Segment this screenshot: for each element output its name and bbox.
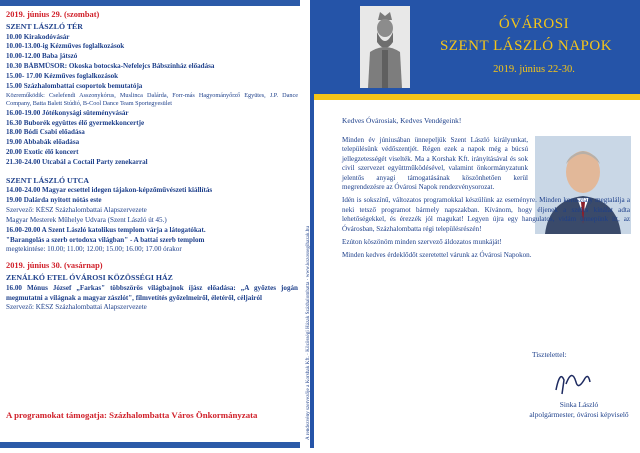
program-item: 14.00-24.00 Magyar ecsettel idegen tájakon-képzőművészeti kiállítás bbox=[6, 186, 213, 195]
sponsor-line: A programokat támogatja: Százhalombatta Város Önkormányzata bbox=[6, 410, 258, 420]
program-item: 16.30 Buborék együttes élő gyermekkoncertje bbox=[6, 118, 145, 127]
location-note: Magyar Mesterek Műhelye Udvara (Szent László út 45.) bbox=[6, 215, 167, 224]
letter-paragraph: Minden év júniusában ünnepeljük Szent László királyunkat, településünk védőszentjét. Régen ezek a napok még a búcsú jellegzetességét viselték. Ma a Korshak Kft. irányításával és sok civil szervezet együttműködésével, valamint önkormányzatunk jelentős anyagi támogatásának köszönhetően kerül megrendezésre az Óvárosi Napok rendezvénysorozat. bbox=[342, 136, 528, 192]
yellow-stripe bbox=[314, 94, 640, 100]
letter-paragraph: Idén is sokszínű, változatos programokkal készülünk az eseményre. Minden korosztály megtalálja a neki tetsző programot bármely napszakban. Kívánom, hogy éljenek a széles kínálat adta lehetőségekkel, és érezzék jól magukat! Legyen újra egy hangulatos, vidám ünnepünk itt, az Óvárosban, Százhalombatta régi településrészén! bbox=[342, 196, 630, 233]
organizer-vertical-text: A rendezvény szervezője a Korshak Kft. · Közösségi Házak Százhalombatta · www.kozossegihazak.hu bbox=[305, 226, 311, 440]
signatory-role: alpolgármester, óvárosi képviselő bbox=[529, 410, 629, 419]
program-item: 10.30 BÁBMŰSOR: Okoska botocska-Nefelejcs Bábszínház előadása bbox=[6, 62, 215, 71]
program-item: 19.00 Abbabák előadása bbox=[6, 138, 80, 147]
signatory-name: Sinka László bbox=[559, 400, 599, 409]
letter-paragraph: Ezúton köszönöm minden szervező áldozatos munkáját! bbox=[342, 238, 502, 247]
letter-paragraph: Minden kedves érdeklődőt szeretettel várunk az Óvárosi Napokon. bbox=[342, 251, 532, 260]
program-item: 18.00 Bódi Csabi előadása bbox=[6, 128, 85, 137]
tour-times: megtekintése: 10.00; 11.00; 12.00; 15.00; 16.00; 17.00 órakor bbox=[6, 245, 182, 254]
program-column bbox=[0, 0, 302, 448]
cover-header bbox=[314, 0, 640, 94]
program-item: 20.00 Exotic élő koncert bbox=[6, 148, 79, 157]
venue3-heading: ZENÁLKÓ ETEL ÓVÁROSI KÖZÖSSÉGI HÁZ bbox=[6, 273, 173, 283]
program-item: 16.00-19.00 Jótékonysági süteményvásár bbox=[6, 108, 129, 117]
program-item: 10.00-12.00 Baba játszó bbox=[6, 52, 78, 61]
program-item: 16.00-20.00 A Szent László katolikus templom várja a látogatókat. bbox=[6, 225, 206, 234]
program-item: 10.00 Kirakodóvásár bbox=[6, 32, 70, 41]
program-item: 10.00-13.00-ig Kézműves foglalkozások bbox=[6, 42, 125, 51]
program-item: 21.30-24.00 Utcabál a Coctail Party zenekarral bbox=[6, 157, 148, 166]
program-list bbox=[6, 10, 298, 313]
bottom-edge-band bbox=[0, 442, 302, 448]
day2-title: 2019. június 30. (vasárnap) bbox=[6, 261, 103, 271]
program-item: 15.00- 17.00 Kézműves foglalkozások bbox=[6, 71, 119, 80]
program-item: 19.00 Dalárda nyitott nótás este bbox=[6, 196, 102, 205]
program-item: 15.00 Százhalombattai csoportok bemutatója bbox=[6, 81, 143, 90]
greeting: Kedves Óvárosiak, Kedves Vendégeink! bbox=[342, 116, 462, 125]
tour-item: "Barangolás a szerb ortodoxa világban" - A battai szerb templom bbox=[6, 235, 205, 244]
organizer-note: Szervező: KÉSZ Százhalombattai Alapszervezete bbox=[6, 303, 147, 312]
performers-note: Közreműködik: Cselefendi Asszonykórus, Muslinca Dalárda, Forr-más Hagyományőrző Együtes, J.P. Dance Company, Batta Balett Stúdió, B-Cool Dance Team Sportegyesület bbox=[6, 91, 298, 108]
top-edge-band bbox=[0, 0, 302, 6]
cover-column bbox=[314, 0, 640, 448]
program-item: 16.00 Mónus József „Farkas" többszörös világbajnok íjász előadása: „A győztes jogán megmutatni a világnak a magyar zászlót", filmvetítés győzelmeiről, életéről, céljairól bbox=[6, 283, 298, 302]
venue1-heading: SZENT LÁSZLÓ TÉR bbox=[6, 22, 83, 31]
signature-image bbox=[550, 360, 600, 400]
saint-ladislaus-statue-image bbox=[360, 6, 410, 88]
venue2-heading: SZENT LÁSZLÓ UTCA bbox=[6, 175, 90, 185]
signatory bbox=[524, 400, 634, 420]
cover-title-line1: ÓVÁROSI bbox=[498, 16, 570, 32]
cover-date: 2019. június 22-30. bbox=[493, 64, 575, 75]
cover-title-line2: SZENT LÁSZLÓ NAPOK bbox=[439, 38, 613, 54]
letter-body bbox=[342, 136, 630, 265]
closing-text: Tisztelettel: bbox=[532, 350, 567, 359]
day1-title: 2019. június 29. (szombat) bbox=[6, 10, 100, 19]
organizer-note: Szervező: KÉSZ Százhalombattai Alapszervezete bbox=[6, 206, 147, 214]
